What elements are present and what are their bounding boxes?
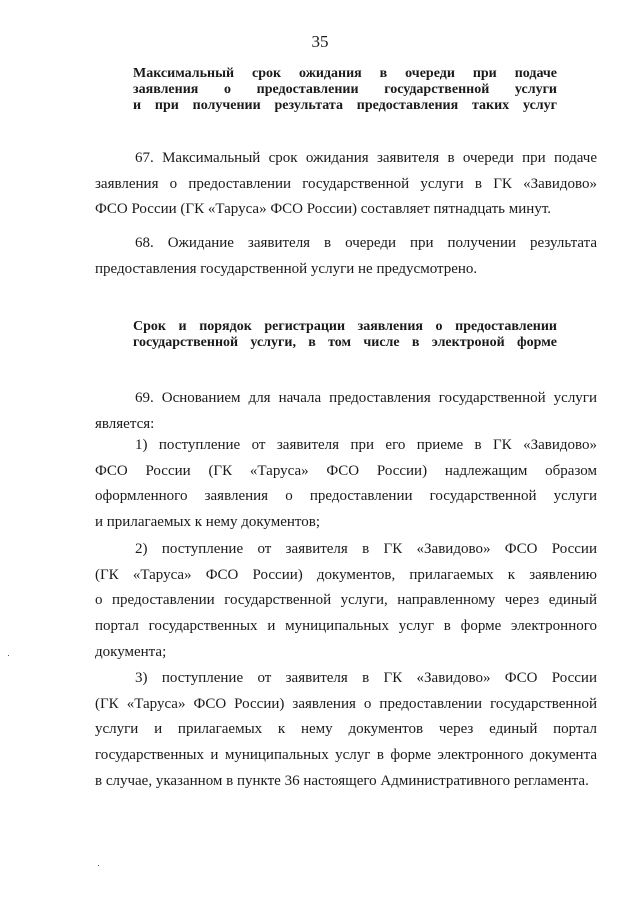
paragraph-line: 69. Основанием для начала предоставления государственной услуги xyxy=(135,390,597,406)
subitem-2 xyxy=(95,537,597,666)
paragraph-line: услуги и прилагаемых к нему документов через единый портал xyxy=(95,721,597,738)
paragraph-line: о предоставлении государственной услуги, направленному через единый xyxy=(95,592,597,609)
heading-line: заявления о предоставлении государственной услуги xyxy=(133,82,557,97)
paragraph-line: 68. Ожидание заявителя в очереди при получении результата xyxy=(135,235,597,251)
paragraph-line: является: xyxy=(95,415,155,432)
paragraph-line: 67. Максимальный срок ожидания заявителя в очереди при подаче xyxy=(135,150,597,166)
subitem-3 xyxy=(95,666,597,795)
paragraph-line: (ГК «Таруса» ФСО России) документов, прилагаемых к заявлению xyxy=(95,566,597,583)
heading-line: государственной услуги, в том числе в электроной форме xyxy=(133,335,557,350)
subitem-1 xyxy=(95,433,597,536)
paragraph-line: государственных и муниципальных услуг в форме электронного документа xyxy=(95,747,597,764)
paragraph-line: 2) поступление от заявителя в ГК «Завидово» ФСО России xyxy=(135,541,597,557)
paragraph-line: документа; xyxy=(95,643,167,660)
paragraph-line: предоставления государственной услуги не предусмотрено. xyxy=(95,260,478,277)
paragraph-line: оформленного заявления о предоставлении государственной услуги xyxy=(95,488,597,505)
paragraph-line: портал государственных и муниципальных услуг в форме электронного xyxy=(95,618,597,635)
paragraph-line: 1) поступление от заявителя при его приеме в ГК «Завидово» xyxy=(135,437,597,453)
paragraph-67 xyxy=(95,146,597,223)
paragraph-line: и прилагаемых к нему документов; xyxy=(95,514,321,531)
scan-speck xyxy=(8,655,9,656)
page-number: 35 xyxy=(311,32,329,51)
heading-line: Максимальный срок ожидания в очереди при подаче xyxy=(133,66,557,81)
heading-line: и при получении результата предоставления таких услуг xyxy=(133,98,557,113)
paragraph-69 xyxy=(95,386,597,437)
paragraph-68 xyxy=(95,231,597,282)
paragraph-line: ФСО России (ГК «Таруса» ФСО России) составляет пятнадцать минут. xyxy=(95,201,551,218)
paragraph-line: ФСО России (ГК «Таруса» ФСО России) надлежащим образом xyxy=(95,462,597,479)
section-heading-waiting-time xyxy=(133,66,557,114)
heading-line: Срок и порядок регистрации заявления о предоставлении xyxy=(133,319,557,334)
paragraph-line: (ГК «Таруса» ФСО России) заявления о предоставлении государственной xyxy=(95,695,597,712)
paragraph-line: в случае, указанном в пункте 36 настоящего Административного регламента. xyxy=(95,772,589,789)
scan-speck xyxy=(98,865,99,866)
paragraph-line: заявления о предоставлении государственной услуги в ГК «Завидово» xyxy=(95,175,597,192)
section-heading-registration xyxy=(133,319,557,351)
paragraph-line: 3) поступление от заявителя в ГК «Завидово» ФСО России xyxy=(135,670,597,686)
